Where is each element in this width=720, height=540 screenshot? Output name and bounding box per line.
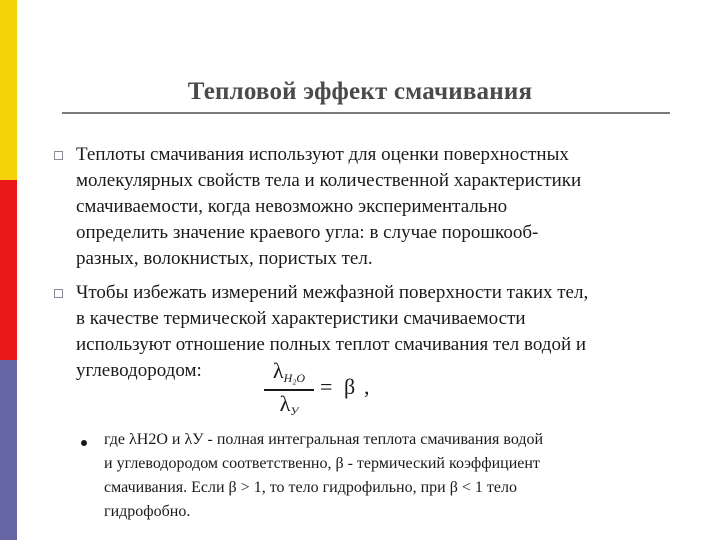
explanation-line: смачивания. Если β > 1, то тело гидрофильно, при β < 1 тело [104,479,517,496]
paragraph-2-line: используют отношение полных теплот смачивания тел водой и [76,334,587,355]
filled-dot-bullet-icon [81,440,87,446]
hollow-square-bullet-icon [54,289,63,298]
paragraph-1-line: смачиваемости, когда невозможно экспериментально [76,196,508,217]
formula-explanation [104,428,694,524]
accent-bar-red [0,180,17,360]
paragraph-1-line: определить значение краевого угла: в случае порошкооб- [76,222,539,243]
formula-comma: , [364,374,370,399]
paragraph-1-line: молекулярных свойств тела и количественной характеристики [76,170,582,191]
paragraph-2-line: в качестве термической характеристики смачиваемости [76,308,526,329]
explanation-line: и углеводородом соответственно, β - термический коэффициент [104,455,540,472]
paragraph-2-line: Чтобы избежать измерений межфазной поверхности таких тел, [76,282,589,303]
slide-title: Тепловой эффект смачивания [187,78,533,105]
explanation-line: где λH2O и λУ - полная интегральная теплота смачивания водой [104,431,544,448]
beta-formula [260,358,390,420]
accent-bar-purple [0,360,17,540]
formula-denominator: $\lambda_У$ [279,391,299,418]
paragraph-1-line: разных, волокнистых, пористых тел. [76,248,373,269]
paragraph-2-line: углеводородом: [76,360,202,381]
formula-beta: β [344,374,356,399]
formula-equals: = [320,374,333,399]
hollow-square-bullet-icon [54,151,63,160]
explanation-line: гидрофобно. [104,503,191,520]
title-underline [62,112,670,114]
accent-bar-yellow [0,0,17,180]
paragraph-1-line: Теплоты смачивания используют для оценки поверхностных [76,144,569,165]
formula-numerator: $\lambda_{H_2O}$ [272,358,306,385]
paragraph-1 [76,142,696,272]
